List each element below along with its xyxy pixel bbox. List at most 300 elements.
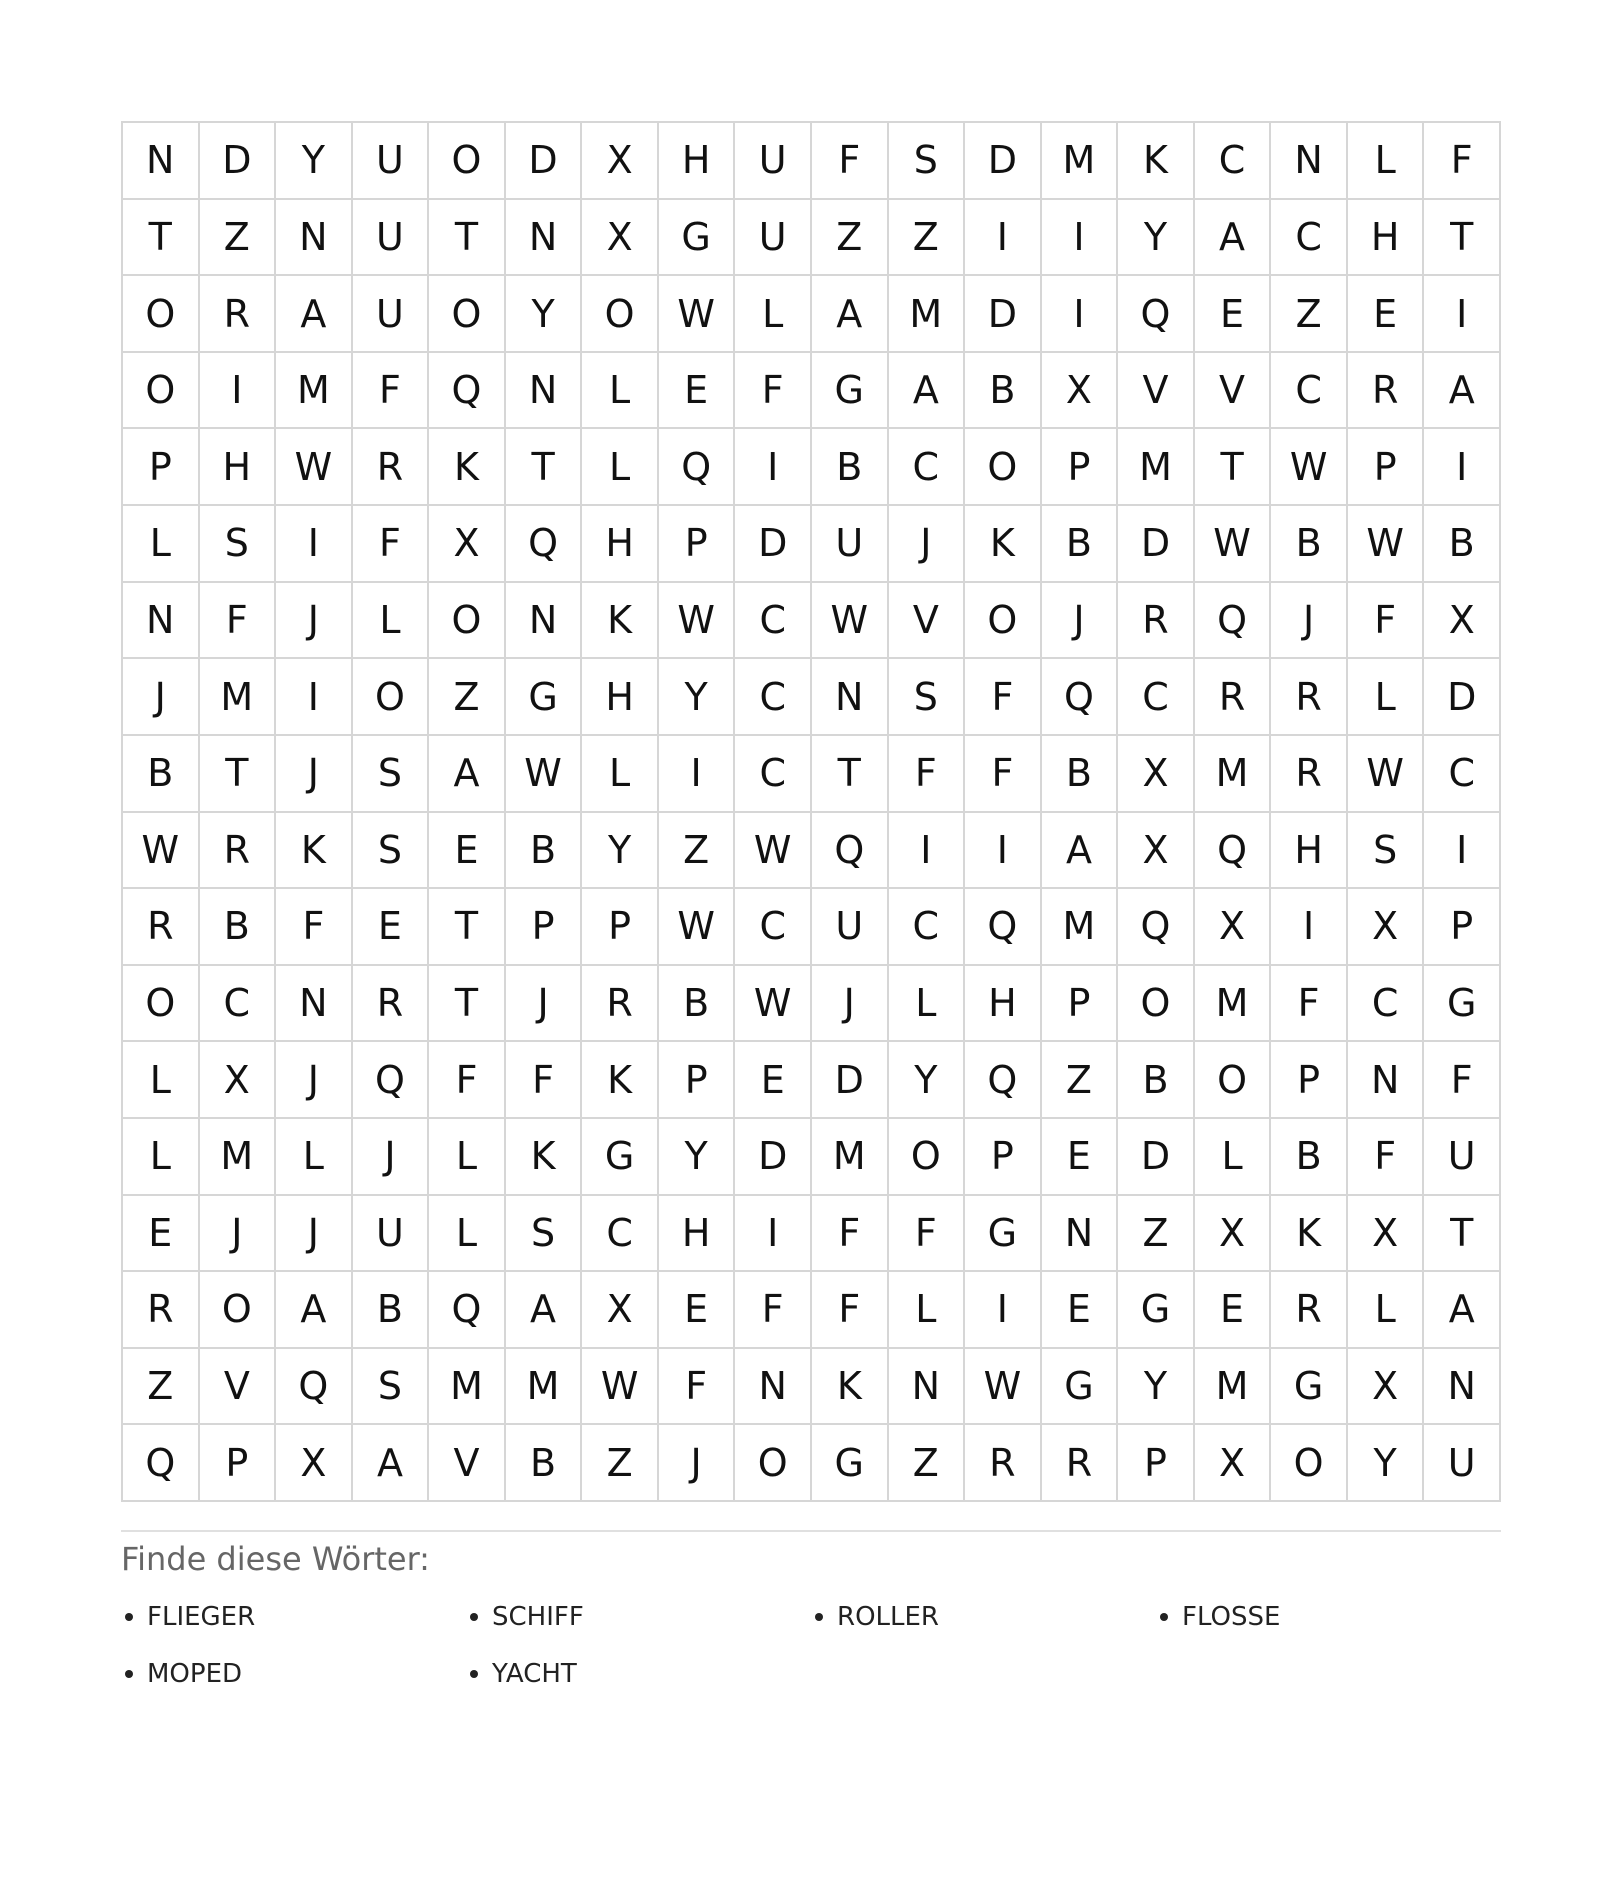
grid-cell[interactable]: A [1424, 353, 1501, 430]
grid-cell[interactable]: P [659, 1042, 736, 1119]
grid-cell[interactable]: S [889, 123, 966, 200]
grid-cell[interactable]: J [506, 966, 583, 1043]
grid-cell[interactable]: M [1118, 429, 1195, 506]
grid-cell[interactable]: Q [965, 889, 1042, 966]
grid-cell[interactable]: Y [1118, 200, 1195, 277]
grid-cell[interactable]: K [506, 1119, 583, 1196]
grid-cell[interactable]: H [1348, 200, 1425, 277]
grid-cell[interactable]: Q [1195, 583, 1272, 660]
grid-cell[interactable]: F [429, 1042, 506, 1119]
grid-cell[interactable]: M [200, 1119, 277, 1196]
grid-cell[interactable]: U [353, 276, 430, 353]
grid-cell[interactable]: F [353, 506, 430, 583]
grid-cell[interactable]: Q [276, 1349, 353, 1426]
grid-cell[interactable]: C [582, 1196, 659, 1273]
grid-cell[interactable]: E [1042, 1119, 1119, 1196]
grid-cell[interactable]: O [1195, 1042, 1272, 1119]
grid-cell[interactable]: G [1271, 1349, 1348, 1426]
grid-cell[interactable]: I [1424, 429, 1501, 506]
grid-cell[interactable]: O [735, 1425, 812, 1502]
grid-cell[interactable]: Y [276, 123, 353, 200]
grid-cell[interactable]: P [1424, 889, 1501, 966]
grid-cell[interactable]: P [1271, 1042, 1348, 1119]
grid-cell[interactable]: W [659, 889, 736, 966]
grid-cell[interactable]: D [965, 123, 1042, 200]
grid-cell[interactable]: A [506, 1272, 583, 1349]
grid-cell[interactable]: X [429, 506, 506, 583]
grid-cell[interactable]: N [506, 353, 583, 430]
grid-cell[interactable]: J [353, 1119, 430, 1196]
grid-cell[interactable]: X [1195, 889, 1272, 966]
grid-cell[interactable]: O [123, 966, 200, 1043]
grid-cell[interactable]: C [1424, 736, 1501, 813]
grid-cell[interactable]: J [276, 736, 353, 813]
grid-cell[interactable]: Y [659, 659, 736, 736]
grid-cell[interactable]: G [506, 659, 583, 736]
grid-cell[interactable]: U [1424, 1425, 1501, 1502]
grid-cell[interactable]: P [965, 1119, 1042, 1196]
grid-cell[interactable]: F [965, 736, 1042, 813]
grid-cell[interactable]: F [276, 889, 353, 966]
grid-cell[interactable]: F [506, 1042, 583, 1119]
grid-cell[interactable]: T [812, 736, 889, 813]
grid-cell[interactable]: F [353, 353, 430, 430]
grid-cell[interactable]: W [735, 813, 812, 890]
grid-cell[interactable]: K [582, 1042, 659, 1119]
grid-cell[interactable]: T [1424, 200, 1501, 277]
grid-cell[interactable]: L [276, 1119, 353, 1196]
grid-cell[interactable]: R [200, 276, 277, 353]
grid-cell[interactable]: Z [812, 200, 889, 277]
grid-cell[interactable]: S [889, 659, 966, 736]
grid-cell[interactable]: R [1271, 659, 1348, 736]
grid-cell[interactable]: J [123, 659, 200, 736]
grid-cell[interactable]: W [812, 583, 889, 660]
grid-cell[interactable]: X [1118, 736, 1195, 813]
grid-cell[interactable]: E [659, 1272, 736, 1349]
grid-cell[interactable]: L [1348, 659, 1425, 736]
grid-cell[interactable]: H [659, 123, 736, 200]
grid-cell[interactable]: D [1424, 659, 1501, 736]
grid-cell[interactable]: O [429, 583, 506, 660]
grid-cell[interactable]: G [812, 1425, 889, 1502]
grid-cell[interactable]: O [965, 583, 1042, 660]
grid-cell[interactable]: V [889, 583, 966, 660]
grid-cell[interactable]: F [200, 583, 277, 660]
grid-cell[interactable]: I [965, 813, 1042, 890]
grid-cell[interactable]: A [889, 353, 966, 430]
grid-cell[interactable]: O [123, 276, 200, 353]
grid-cell[interactable]: O [429, 123, 506, 200]
grid-cell[interactable]: Z [659, 813, 736, 890]
grid-cell[interactable]: I [965, 200, 1042, 277]
grid-cell[interactable]: B [200, 889, 277, 966]
grid-cell[interactable]: Y [1118, 1349, 1195, 1426]
grid-cell[interactable]: Z [582, 1425, 659, 1502]
grid-cell[interactable]: Z [1118, 1196, 1195, 1273]
grid-cell[interactable]: H [200, 429, 277, 506]
grid-cell[interactable]: X [1348, 889, 1425, 966]
grid-cell[interactable]: T [123, 200, 200, 277]
grid-cell[interactable]: M [889, 276, 966, 353]
grid-cell[interactable]: E [659, 353, 736, 430]
grid-cell[interactable]: R [1271, 1272, 1348, 1349]
grid-cell[interactable]: O [1271, 1425, 1348, 1502]
grid-cell[interactable]: B [965, 353, 1042, 430]
grid-cell[interactable]: S [353, 1349, 430, 1426]
grid-cell[interactable]: A [812, 276, 889, 353]
grid-cell[interactable]: O [582, 276, 659, 353]
grid-cell[interactable]: M [429, 1349, 506, 1426]
grid-cell[interactable]: A [1424, 1272, 1501, 1349]
grid-cell[interactable]: L [123, 1119, 200, 1196]
grid-cell[interactable]: G [965, 1196, 1042, 1273]
grid-cell[interactable]: N [506, 583, 583, 660]
grid-cell[interactable]: B [1271, 1119, 1348, 1196]
grid-cell[interactable]: C [1195, 123, 1272, 200]
grid-cell[interactable]: B [506, 813, 583, 890]
grid-cell[interactable]: S [353, 813, 430, 890]
grid-cell[interactable]: P [1348, 429, 1425, 506]
grid-cell[interactable]: I [735, 1196, 812, 1273]
grid-cell[interactable]: D [506, 123, 583, 200]
grid-cell[interactable]: L [429, 1119, 506, 1196]
grid-cell[interactable]: P [506, 889, 583, 966]
grid-cell[interactable]: Z [200, 200, 277, 277]
grid-cell[interactable]: N [1348, 1042, 1425, 1119]
grid-cell[interactable]: O [123, 353, 200, 430]
grid-cell[interactable]: F [812, 1272, 889, 1349]
grid-cell[interactable]: X [1195, 1425, 1272, 1502]
grid-cell[interactable]: W [1195, 506, 1272, 583]
grid-cell[interactable]: B [1042, 736, 1119, 813]
grid-cell[interactable]: I [276, 506, 353, 583]
grid-cell[interactable]: C [889, 429, 966, 506]
grid-cell[interactable]: Q [506, 506, 583, 583]
grid-cell[interactable]: Q [429, 1272, 506, 1349]
grid-cell[interactable]: R [1118, 583, 1195, 660]
grid-cell[interactable]: R [1271, 736, 1348, 813]
grid-cell[interactable]: A [429, 736, 506, 813]
grid-cell[interactable]: S [353, 736, 430, 813]
grid-cell[interactable]: K [1118, 123, 1195, 200]
grid-cell[interactable]: E [123, 1196, 200, 1273]
grid-cell[interactable]: X [1118, 813, 1195, 890]
grid-cell[interactable]: Q [353, 1042, 430, 1119]
grid-cell[interactable]: B [123, 736, 200, 813]
grid-cell[interactable]: V [1195, 353, 1272, 430]
grid-cell[interactable]: N [735, 1349, 812, 1426]
grid-cell[interactable]: B [812, 429, 889, 506]
grid-cell[interactable]: K [429, 429, 506, 506]
grid-cell[interactable]: H [659, 1196, 736, 1273]
grid-cell[interactable]: I [1042, 276, 1119, 353]
grid-cell[interactable]: M [1042, 123, 1119, 200]
grid-cell[interactable]: B [659, 966, 736, 1043]
grid-cell[interactable]: J [1042, 583, 1119, 660]
grid-cell[interactable]: R [965, 1425, 1042, 1502]
grid-cell[interactable]: F [889, 736, 966, 813]
grid-cell[interactable]: X [1042, 353, 1119, 430]
grid-cell[interactable]: I [735, 429, 812, 506]
grid-cell[interactable]: S [200, 506, 277, 583]
grid-cell[interactable]: M [1042, 889, 1119, 966]
grid-cell[interactable]: X [582, 1272, 659, 1349]
grid-cell[interactable]: T [200, 736, 277, 813]
grid-cell[interactable]: F [812, 123, 889, 200]
grid-cell[interactable]: I [1424, 276, 1501, 353]
grid-cell[interactable]: Q [659, 429, 736, 506]
grid-cell[interactable]: R [1348, 353, 1425, 430]
grid-cell[interactable]: W [659, 276, 736, 353]
grid-cell[interactable]: E [1042, 1272, 1119, 1349]
grid-cell[interactable]: X [582, 200, 659, 277]
grid-cell[interactable]: T [1195, 429, 1272, 506]
grid-cell[interactable]: D [735, 1119, 812, 1196]
grid-cell[interactable]: I [1424, 813, 1501, 890]
grid-cell[interactable]: L [1348, 123, 1425, 200]
grid-cell[interactable]: J [200, 1196, 277, 1273]
grid-cell[interactable]: W [506, 736, 583, 813]
grid-cell[interactable]: H [965, 966, 1042, 1043]
grid-cell[interactable]: P [582, 889, 659, 966]
grid-cell[interactable]: U [353, 200, 430, 277]
grid-cell[interactable]: C [1118, 659, 1195, 736]
grid-cell[interactable]: N [1271, 123, 1348, 200]
grid-cell[interactable]: O [965, 429, 1042, 506]
grid-cell[interactable]: G [659, 200, 736, 277]
grid-cell[interactable]: R [1195, 659, 1272, 736]
grid-cell[interactable]: U [812, 506, 889, 583]
grid-cell[interactable]: W [1271, 429, 1348, 506]
grid-cell[interactable]: U [812, 889, 889, 966]
grid-cell[interactable]: G [812, 353, 889, 430]
grid-cell[interactable]: N [123, 583, 200, 660]
grid-cell[interactable]: D [965, 276, 1042, 353]
grid-cell[interactable]: O [353, 659, 430, 736]
grid-cell[interactable]: T [429, 966, 506, 1043]
grid-cell[interactable]: L [429, 1196, 506, 1273]
grid-cell[interactable]: I [659, 736, 736, 813]
grid-cell[interactable]: X [200, 1042, 277, 1119]
grid-cell[interactable]: Q [1042, 659, 1119, 736]
grid-cell[interactable]: C [735, 583, 812, 660]
grid-cell[interactable]: P [200, 1425, 277, 1502]
grid-cell[interactable]: M [276, 353, 353, 430]
grid-cell[interactable]: G [582, 1119, 659, 1196]
grid-cell[interactable]: Q [965, 1042, 1042, 1119]
grid-cell[interactable]: M [506, 1349, 583, 1426]
grid-cell[interactable]: J [276, 1042, 353, 1119]
grid-cell[interactable]: W [1348, 736, 1425, 813]
grid-cell[interactable]: J [276, 1196, 353, 1273]
grid-cell[interactable]: Y [506, 276, 583, 353]
grid-cell[interactable]: I [1042, 200, 1119, 277]
grid-cell[interactable]: T [429, 889, 506, 966]
grid-cell[interactable]: C [735, 889, 812, 966]
grid-cell[interactable]: O [200, 1272, 277, 1349]
grid-cell[interactable]: L [582, 736, 659, 813]
grid-cell[interactable]: C [1271, 353, 1348, 430]
grid-cell[interactable]: W [735, 966, 812, 1043]
grid-cell[interactable]: Y [659, 1119, 736, 1196]
grid-cell[interactable]: X [1195, 1196, 1272, 1273]
grid-cell[interactable]: H [582, 506, 659, 583]
grid-cell[interactable]: J [1271, 583, 1348, 660]
grid-cell[interactable]: F [1348, 583, 1425, 660]
grid-cell[interactable]: A [1042, 813, 1119, 890]
grid-cell[interactable]: O [889, 1119, 966, 1196]
grid-cell[interactable]: M [812, 1119, 889, 1196]
grid-cell[interactable]: F [1424, 1042, 1501, 1119]
grid-cell[interactable]: W [1348, 506, 1425, 583]
grid-cell[interactable]: W [659, 583, 736, 660]
grid-cell[interactable]: W [276, 429, 353, 506]
grid-cell[interactable]: P [1042, 966, 1119, 1043]
grid-cell[interactable]: L [889, 1272, 966, 1349]
grid-cell[interactable]: Q [1195, 813, 1272, 890]
grid-cell[interactable]: T [1424, 1196, 1501, 1273]
grid-cell[interactable]: D [200, 123, 277, 200]
grid-cell[interactable]: N [123, 123, 200, 200]
grid-cell[interactable]: B [506, 1425, 583, 1502]
grid-cell[interactable]: B [1118, 1042, 1195, 1119]
grid-cell[interactable]: C [1348, 966, 1425, 1043]
grid-cell[interactable]: C [200, 966, 277, 1043]
grid-cell[interactable]: J [812, 966, 889, 1043]
grid-cell[interactable]: T [506, 429, 583, 506]
grid-cell[interactable]: E [353, 889, 430, 966]
grid-cell[interactable]: G [1424, 966, 1501, 1043]
grid-cell[interactable]: K [582, 583, 659, 660]
grid-cell[interactable]: S [506, 1196, 583, 1273]
grid-cell[interactable]: U [353, 123, 430, 200]
grid-cell[interactable]: Z [1042, 1042, 1119, 1119]
grid-cell[interactable]: P [123, 429, 200, 506]
grid-cell[interactable]: W [965, 1349, 1042, 1426]
grid-cell[interactable]: F [965, 659, 1042, 736]
grid-cell[interactable]: F [735, 1272, 812, 1349]
grid-cell[interactable]: F [659, 1349, 736, 1426]
grid-cell[interactable]: G [1118, 1272, 1195, 1349]
grid-cell[interactable]: N [276, 200, 353, 277]
grid-cell[interactable]: S [1348, 813, 1425, 890]
grid-cell[interactable]: F [1348, 1119, 1425, 1196]
grid-cell[interactable]: M [1195, 966, 1272, 1043]
grid-cell[interactable]: F [889, 1196, 966, 1273]
grid-cell[interactable]: K [812, 1349, 889, 1426]
grid-cell[interactable]: H [1271, 813, 1348, 890]
grid-cell[interactable]: R [353, 429, 430, 506]
grid-cell[interactable]: Y [582, 813, 659, 890]
grid-cell[interactable]: L [582, 353, 659, 430]
grid-cell[interactable]: L [1348, 1272, 1425, 1349]
grid-cell[interactable]: O [1118, 966, 1195, 1043]
grid-cell[interactable]: B [353, 1272, 430, 1349]
grid-cell[interactable]: L [353, 583, 430, 660]
grid-cell[interactable]: N [1424, 1349, 1501, 1426]
grid-cell[interactable]: C [1271, 200, 1348, 277]
grid-cell[interactable]: J [889, 506, 966, 583]
grid-cell[interactable]: M [1195, 1349, 1272, 1426]
grid-cell[interactable]: C [889, 889, 966, 966]
grid-cell[interactable]: J [659, 1425, 736, 1502]
grid-cell[interactable]: Q [1118, 889, 1195, 966]
grid-cell[interactable]: D [1118, 1119, 1195, 1196]
grid-cell[interactable]: D [735, 506, 812, 583]
grid-cell[interactable]: Z [123, 1349, 200, 1426]
grid-cell[interactable]: U [1424, 1119, 1501, 1196]
grid-cell[interactable]: I [276, 659, 353, 736]
grid-cell[interactable]: X [276, 1425, 353, 1502]
grid-cell[interactable]: U [735, 123, 812, 200]
grid-cell[interactable]: O [429, 276, 506, 353]
grid-cell[interactable]: F [812, 1196, 889, 1273]
grid-cell[interactable]: Y [1348, 1425, 1425, 1502]
grid-cell[interactable]: X [1424, 583, 1501, 660]
grid-cell[interactable]: H [582, 659, 659, 736]
grid-cell[interactable]: D [1118, 506, 1195, 583]
grid-cell[interactable]: I [1271, 889, 1348, 966]
grid-cell[interactable]: P [1042, 429, 1119, 506]
grid-cell[interactable]: V [429, 1425, 506, 1502]
grid-cell[interactable]: L [889, 966, 966, 1043]
grid-cell[interactable]: N [276, 966, 353, 1043]
grid-cell[interactable]: B [1271, 506, 1348, 583]
grid-cell[interactable]: U [353, 1196, 430, 1273]
grid-cell[interactable]: L [735, 276, 812, 353]
grid-cell[interactable]: K [965, 506, 1042, 583]
grid-cell[interactable]: Z [889, 1425, 966, 1502]
grid-cell[interactable]: A [276, 276, 353, 353]
grid-cell[interactable]: Z [1271, 276, 1348, 353]
grid-cell[interactable]: I [200, 353, 277, 430]
grid-cell[interactable]: I [965, 1272, 1042, 1349]
grid-cell[interactable]: R [123, 1272, 200, 1349]
grid-cell[interactable]: Z [889, 200, 966, 277]
grid-cell[interactable]: L [123, 506, 200, 583]
grid-cell[interactable]: F [735, 353, 812, 430]
grid-cell[interactable]: B [1042, 506, 1119, 583]
grid-cell[interactable]: F [1271, 966, 1348, 1043]
grid-cell[interactable]: R [353, 966, 430, 1043]
grid-cell[interactable]: K [1271, 1196, 1348, 1273]
grid-cell[interactable]: E [735, 1042, 812, 1119]
grid-cell[interactable]: C [735, 659, 812, 736]
grid-cell[interactable]: R [1042, 1425, 1119, 1502]
grid-cell[interactable]: W [123, 813, 200, 890]
grid-cell[interactable]: R [582, 966, 659, 1043]
grid-cell[interactable]: C [735, 736, 812, 813]
grid-cell[interactable]: L [123, 1042, 200, 1119]
grid-cell[interactable]: Z [429, 659, 506, 736]
grid-cell[interactable]: M [200, 659, 277, 736]
grid-cell[interactable]: E [429, 813, 506, 890]
grid-cell[interactable]: N [812, 659, 889, 736]
grid-cell[interactable]: Q [812, 813, 889, 890]
grid-cell[interactable]: E [1195, 276, 1272, 353]
grid-cell[interactable]: R [123, 889, 200, 966]
grid-cell[interactable]: Q [1118, 276, 1195, 353]
grid-cell[interactable]: D [812, 1042, 889, 1119]
grid-cell[interactable]: A [353, 1425, 430, 1502]
grid-cell[interactable]: I [889, 813, 966, 890]
grid-cell[interactable]: G [1042, 1349, 1119, 1426]
grid-cell[interactable]: L [1195, 1119, 1272, 1196]
grid-cell[interactable]: B [1424, 506, 1501, 583]
grid-cell[interactable]: P [1118, 1425, 1195, 1502]
grid-cell[interactable]: T [429, 200, 506, 277]
